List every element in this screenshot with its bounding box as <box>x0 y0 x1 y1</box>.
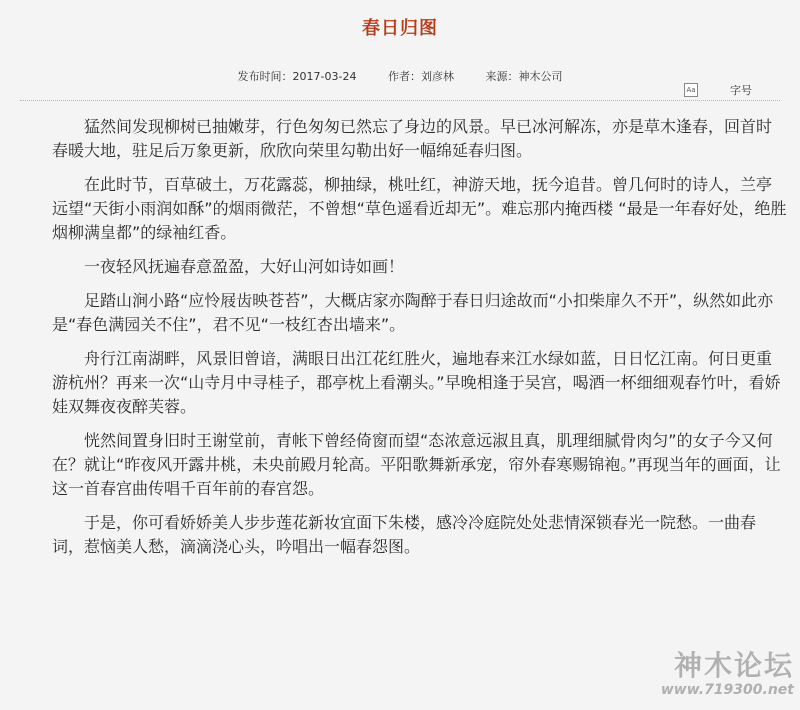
paragraph: 于是，你可看娇娇美人步步莲花新妆宜面下朱楼，感冷冷庭院处处悲情深锁春光一院愁。一曲春词，惹恼美人愁，滴滴浇心头，吟唱出一幅春怨图。 <box>52 513 757 556</box>
article-title: 春日归图 <box>362 18 438 39</box>
author: 作者：刘彦林 <box>387 70 454 83</box>
site-watermark <box>594 650 794 706</box>
font-size-tool[interactable] <box>684 82 752 98</box>
paragraph: 猛然间发现柳树已抽嫩芽，行色匆匆已然忘了身边的风景。早已冰河解冻，亦是草木逢春，回首时春暖大地，驻足后万象更新，欣欣向荣里勾勒出好一幅绵延春归图。 <box>52 117 773 160</box>
paragraph: 足踏山涧小路“应怜屐齿映苍苔”，大概店家亦陶醉于春日归途故而“小扣柴扉久不开”，纵然如此亦是“春色满园关不住”，君不见“一枝红杏出墙来”。 <box>52 291 774 334</box>
paragraph: 一夜轻风抚遍春意盈盈，大好山河如诗如画！ <box>84 257 405 276</box>
watermark-url: www.719300.net <box>660 682 794 698</box>
article-meta <box>0 68 800 84</box>
font-size-label[interactable]: 字号 <box>730 84 752 97</box>
article-body <box>52 115 787 569</box>
paragraph: 恍然间置身旧时王谢堂前，青帐下曾经倚窗而望“态浓意远淑且真，肌理细腻骨肉匀”的女子今又何在？就让“昨夜风开露井桃，未央前殿月轮高。平阳歌舞新承宠，帘外春寒赐锦袍。”再现当年的画面，让这一首春宫曲传唱千百年前的春宫怨。 <box>52 431 781 498</box>
font-size-icon[interactable]: Aa <box>684 83 698 97</box>
paragraph: 在此时节，百草破土，万花露蕊，柳抽绿，桃吐红，神游天地，抚今追昔。曾几何时的诗人，兰亭远望“天街小雨润如酥”的烟雨微茫，不曾想“草色遥看近却无”。难忘那内掩西楼 “最是一年春好处，绝胜烟柳满皇都”的绿袖红香。 <box>52 175 787 242</box>
header-divider <box>20 100 780 101</box>
source: 来源：神木公司 <box>485 70 563 83</box>
paragraph: 舟行江南湖畔，风景旧曾谙，满眼日出江花红胜火，遍地春来江水绿如蓝，日日忆江南。何日更重游杭州？再来一次“山寺月中寻桂子，郡亭枕上看潮头。”早晚相逢于吴宫，喝酒一杯细细观春竹叶，看娇娃双舞夜夜醉芙蓉。 <box>52 349 781 416</box>
watermark-logo: 神木论坛 <box>673 649 794 682</box>
publish-time: 发布时间：2017-03-24 <box>237 70 357 83</box>
